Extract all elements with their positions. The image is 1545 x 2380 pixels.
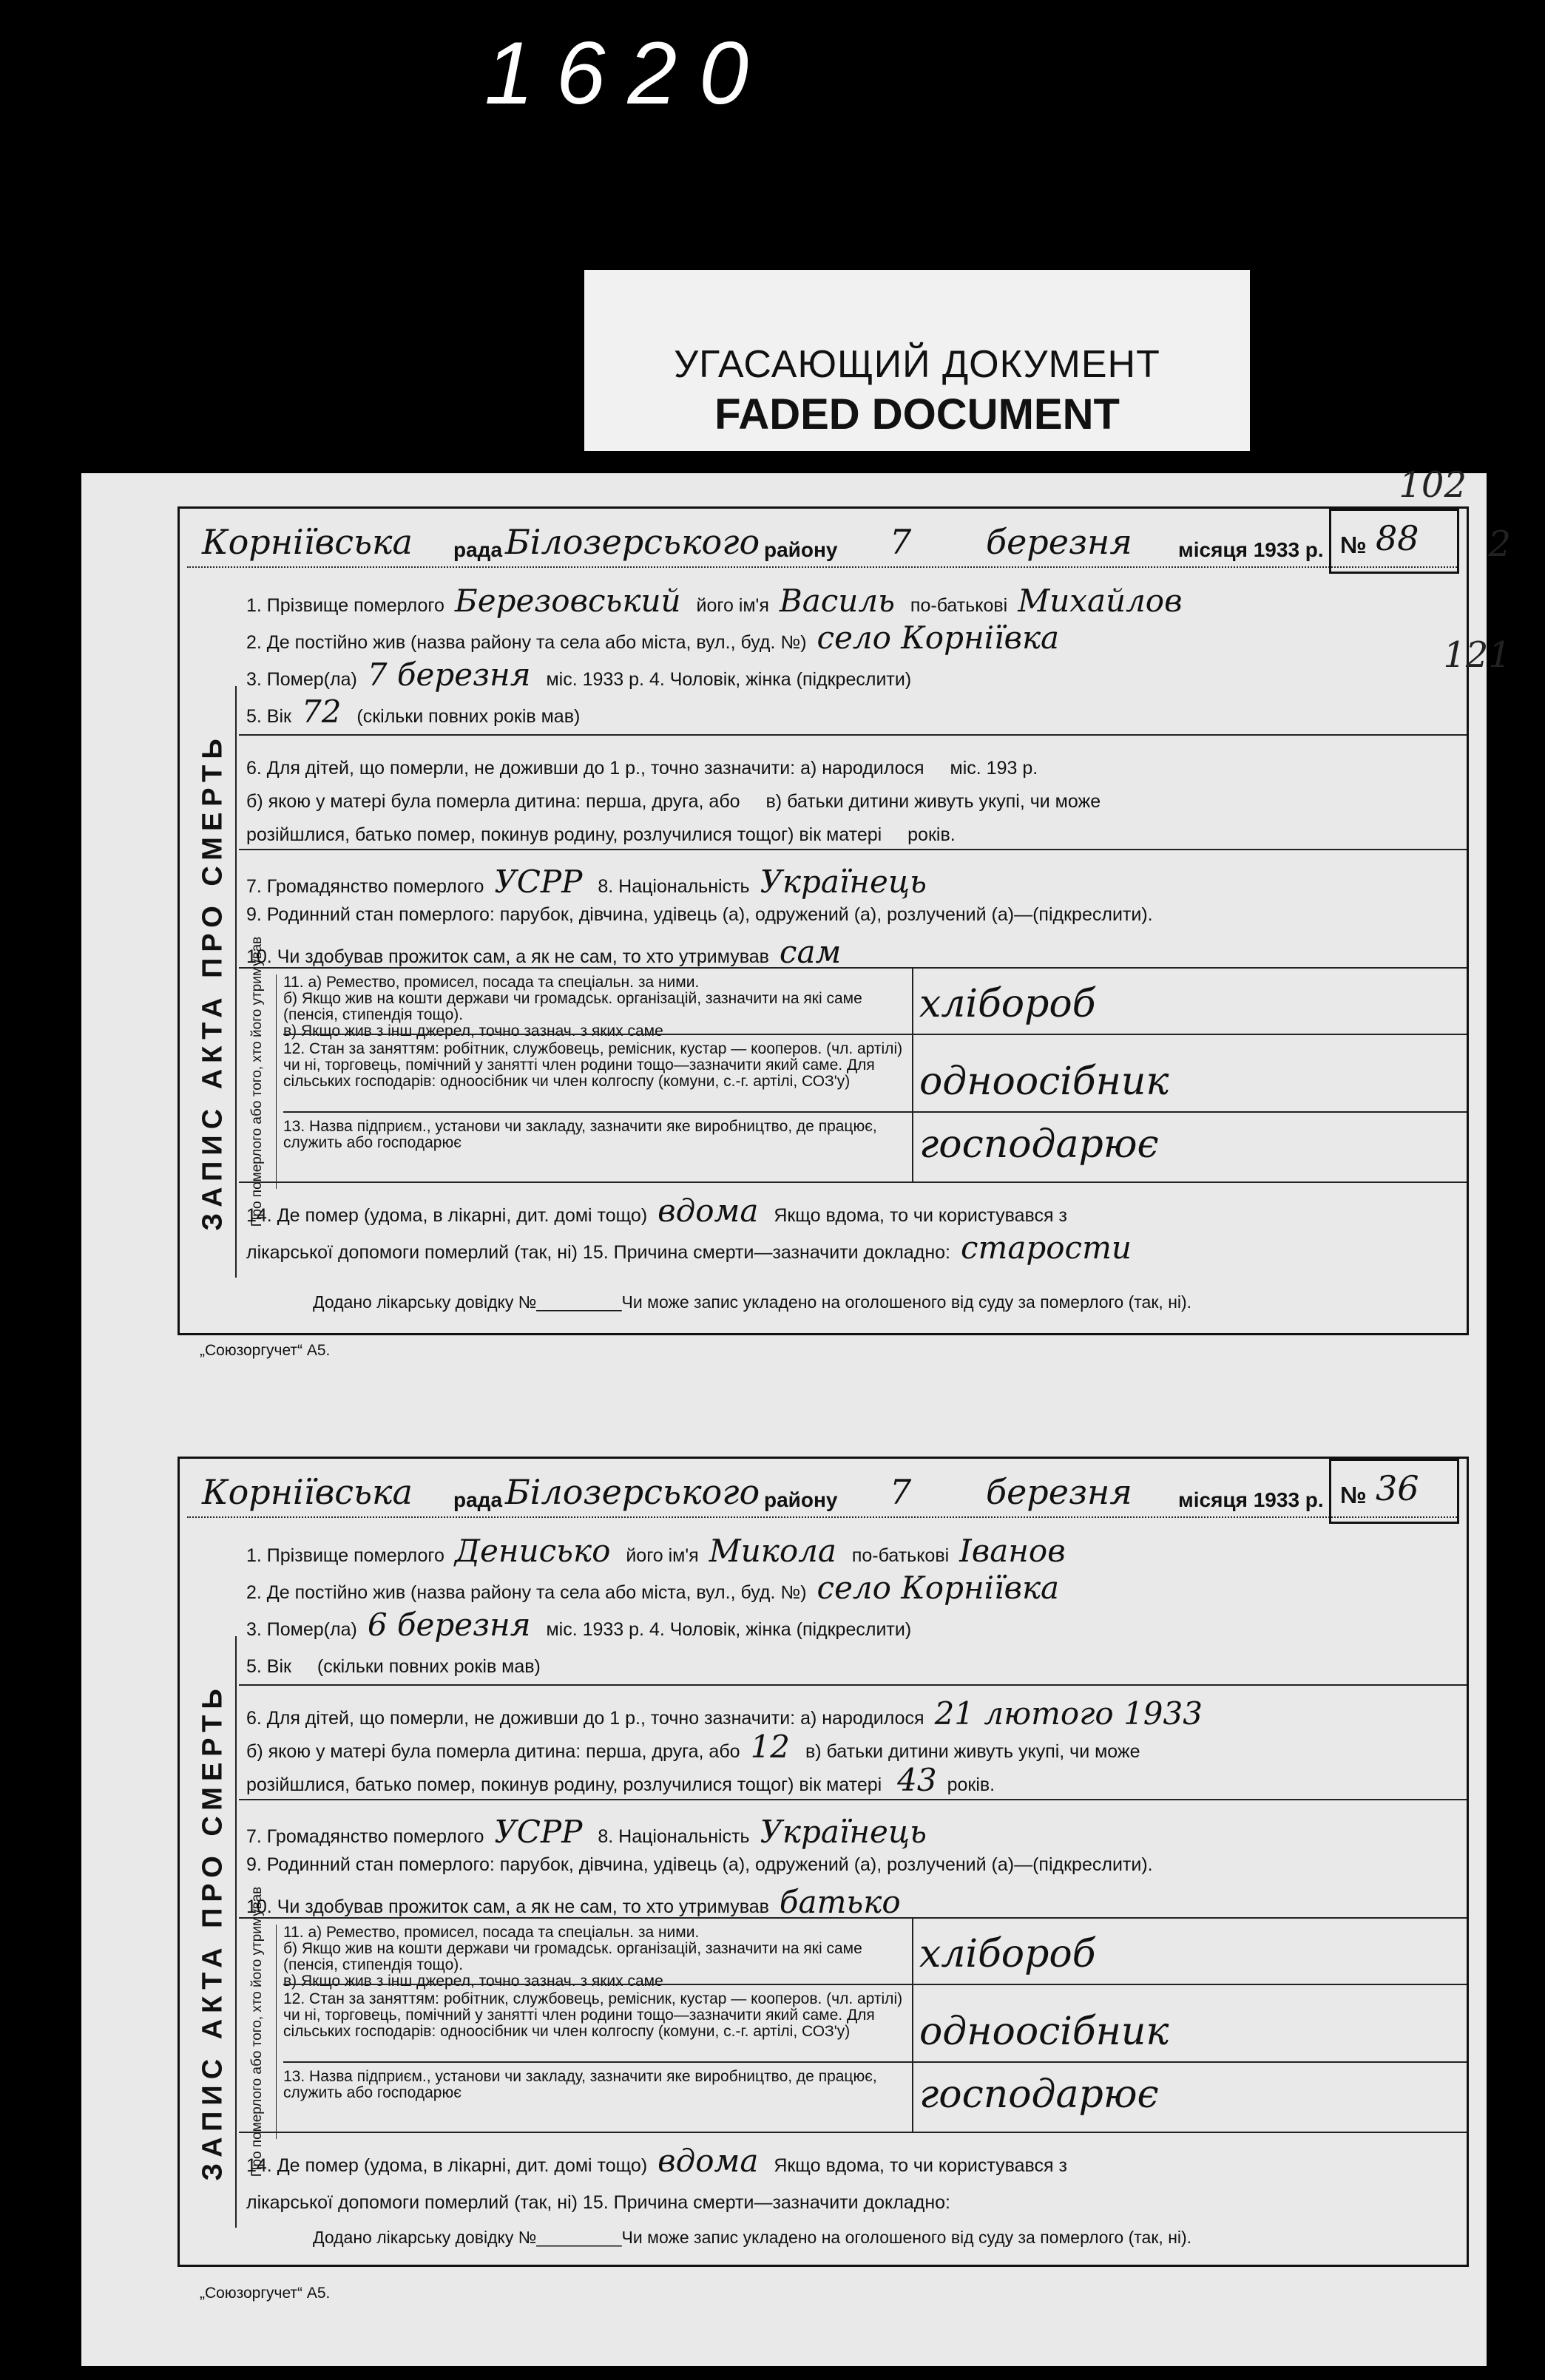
patronymic: Михайлов [1018, 583, 1183, 619]
residence: село Корніївка [817, 1570, 1060, 1606]
day-value: 7 [890, 522, 912, 562]
label-english: FADED DOCUMENT [714, 390, 1120, 438]
nationality: Українець [760, 864, 927, 900]
child-order: 12 [750, 1729, 791, 1765]
q7-row: 7. Громадянство померлого УСРР 8. Національність Українець [246, 1814, 927, 1850]
q15-row: лікарської допомоги померлий (так, ні) 15. Причина смерти—зазначити докладно: старости [246, 1230, 1132, 1266]
q3-row: 3. Помер(ла) 6 березня міс. 1933 р. 4. Чоловік, жінка (підкреслити) [246, 1607, 912, 1643]
month-label: місяця 1933 р. [1178, 538, 1324, 561]
name: Василь [779, 583, 895, 619]
q11-text: 11. а) Ремество, промисел, посада та спеціальн. за ними. б) Якщо жив на кошти держави чи громадськ. організацій, зазначити на які саме (пенсія, стипендія тощо). в) Якщо жив з інш джерел, точно зазнач. з яких саме [283, 1924, 862, 1990]
q12-text: 12. Стан за заняттям: робітник, службовець, ремісник, кустар — кооперов. (чл. артілі) чи ні, торговець, помічний у занятті член родини тощо—зазначити який саме. Для сільських господарів: одноосібник чи член колгоспу (комуни, с.-г. артілі, СОЗ'у) [283, 1040, 903, 1090]
q13-text: 13. Назва підприєм., установи чи закладу, зазначити яке виробництво, де працює, служить або господарює [283, 2068, 877, 2101]
nationality: Українець [760, 1814, 927, 1850]
footer-note: Додано лікарську довідку №_________Чи може запис укладено на оголошеного від суду за померлого (так, ні). [313, 1292, 1192, 1312]
citizenship: УСРР [494, 1814, 583, 1850]
residence: село Корніївка [817, 620, 1060, 656]
death-record-form-2 [178, 1457, 1469, 2267]
q3-row: 3. Помер(ла) 7 березня міс. 1933 р. 4. Чоловік, жінка (підкреслити) [246, 657, 912, 693]
label-russian: УГАСАЮЩИЙ ДОКУМЕНТ [674, 343, 1160, 386]
q15-row: лікарської допомоги померлий (так, ні) 15. Причина смерти—зазначити докладно: [246, 2192, 950, 2213]
q5-row: 5. Вік 72 (скільки повних років мав) [246, 694, 581, 730]
q11-text: 11. а) Ремество, промисел, посада та спеціальн. за ними. б) Якщо жив на кошти держави чи громадськ. організацій, зазначити на які саме (пенсія, стипендія тощо). в) Якщо жив з інш джерел, точно зазнач. з яких саме [283, 974, 862, 1040]
q13-text: 13. Назва підприєм., установи чи закладу, зазначити яке виробництво, де працює, служить або господарює [283, 1118, 877, 1151]
q1-row: 1. Прізвище померлого Денисько його ім'я Микола по-батькові Іванов [246, 1533, 1066, 1569]
form-subvertical-label: Про померлого або того, хто його утримував [239, 974, 277, 1189]
record-number-box [1329, 509, 1459, 574]
archive-page [81, 464, 1511, 2366]
record-number-box [1329, 1459, 1459, 1524]
q7-row: 7. Громадянство померлого УСРР 8. Національність Українець [246, 864, 927, 900]
q6c-row: розійшлися, батько помер, покинув родину, розлучилися тощог) вік матері років. [246, 824, 956, 845]
record-number: 88 [1376, 518, 1419, 558]
q9-row: 9. Родинний стан померлого: парубок, дівчина, удівець (а), одружений (а), розлучений (а)—(підкреслити). [246, 904, 1153, 925]
q5-row: 5. Вік (скільки повних років мав) [246, 1656, 541, 1677]
form-vertical-title: ЗАПИС АКТА ПРО СМЕРТЬ [191, 1636, 237, 2228]
q6a-row: 6. Для дітей, що померли, не доживши до 1 р., точно зазначити: а) народилося міс. 193 р. [246, 758, 1038, 779]
q2-row: 2. Де постійно жив (назва району та села або міста, вул., буд. №) село Корніївка [246, 620, 1060, 656]
place-of-death: вдома [657, 2143, 759, 2179]
q10-row: 10. Чи здобував прожиток сам, а як не сам, то хто утримував батько [246, 1884, 901, 1920]
date-of-death: 7 березня [367, 657, 531, 693]
number-label: № [1340, 1482, 1367, 1508]
supported-by: сам [779, 934, 842, 970]
date-of-death: 6 березня [367, 1607, 531, 1643]
raion-label: району [764, 1488, 838, 1511]
month-value: березня [986, 522, 1132, 562]
rada-label: рада [453, 538, 503, 561]
form-header [187, 1472, 1459, 1518]
rada-value: Корніївська [202, 1472, 413, 1512]
record-number: 36 [1376, 1468, 1419, 1508]
q2-row: 2. Де постійно жив (назва району та села або міста, вул., буд. №) село Корніївка [246, 1570, 1060, 1606]
number-label: № [1340, 532, 1367, 558]
occupation: хлібороб [919, 982, 1096, 1026]
month-label: місяця 1933 р. [1178, 1488, 1324, 1511]
surname: Березовський [454, 583, 681, 619]
footer-note: Додано лікарську довідку №_________Чи може запис укладено на оголошеного від суду за померлого (так, ні). [313, 2228, 1192, 2247]
raion-value: Білозерського [505, 1472, 760, 1512]
patronymic: Іванов [959, 1533, 1066, 1569]
q9-row: 9. Родинний стан померлого: парубок, дівчина, удівець (а), одружений (а), розлучений (а)—(підкреслити). [246, 1854, 1153, 1875]
age: 72 [301, 694, 342, 730]
status: одноосібник [919, 1060, 1169, 1104]
q14-row: 14. Де помер (удома, в лікарні, дит. домі тощо) вдома Якщо вдома, то чи користувався з [246, 2143, 1067, 2179]
day-value: 7 [890, 1472, 912, 1512]
margin-mark-lower: 121 [1443, 634, 1511, 676]
workplace: господарює [919, 2072, 1159, 2117]
publisher-mark-1: „Союзоргучет“ А5. [200, 1342, 331, 1359]
margin-mark-top: 102 [1399, 464, 1467, 506]
place-of-death: вдома [657, 1193, 759, 1229]
status: одноосібник [919, 2010, 1169, 2054]
death-record-form-1 [178, 464, 1511, 1335]
form-vertical-title: ЗАПИС АКТА ПРО СМЕРТЬ [191, 686, 237, 1278]
month-value: березня [986, 1472, 1132, 1512]
raion-value: Білозерського [505, 522, 760, 562]
q6b-row: б) якою у матері була померла дитина: перша, друга, або 12 в) батьки дитини живуть укупі, чи може [246, 1729, 1140, 1765]
surname: Денисько [454, 1533, 611, 1569]
mother-age: 43 [897, 1762, 937, 1798]
margin-mark-side: 2 [1488, 523, 1511, 565]
supported-by: батько [779, 1884, 901, 1920]
q12-text: 12. Стан за заняттям: робітник, службовець, ремісник, кустар — кооперов. (чл. артілі) чи ні, торговець, помічний у занятті член родини тощо—зазначити який саме. Для сільських господарів: одноосібник чи член колгоспу (комуни, с.-г. артілі, СОЗ'у) [283, 1990, 903, 2040]
q6a-row: 6. Для дітей, що померли, не доживши до 1 р., точно зазначити: а) народилося 21 лютого 1933 [246, 1695, 1203, 1732]
publisher-mark-2: „Союзоргучет“ А5. [200, 2285, 331, 2302]
citizenship: УСРР [494, 864, 583, 900]
q1-row: 1. Прізвище померлого Березовський його ім'я Василь по-батькові Михайлов [246, 583, 1183, 619]
name: Микола [709, 1533, 836, 1569]
faded-document-label [584, 270, 1250, 451]
rada-value: Корніївська [202, 522, 413, 562]
occupation: хлібороб [919, 1932, 1096, 1976]
film-frame-number: 1620 [484, 24, 771, 123]
birth-date: 21 лютого 1933 [934, 1695, 1203, 1732]
q10-row: 10. Чи здобував прожиток сам, а як не сам, то хто утримував сам [246, 934, 842, 970]
form-subvertical-label: Про померлого або того, хто його утримував [239, 1925, 277, 2139]
cause-of-death: старости [960, 1230, 1132, 1266]
q6b-row: б) якою у матері була померла дитина: перша, друга, або в) батьки дитини живуть укупі, чи може [246, 791, 1101, 812]
workplace: господарює [919, 1122, 1159, 1167]
q14-row: 14. Де помер (удома, в лікарні, дит. домі тощо) вдома Якщо вдома, то чи користувався з [246, 1193, 1067, 1229]
rada-label: рада [453, 1488, 503, 1511]
raion-label: району [764, 538, 838, 561]
q6c-row: розійшлися, батько помер, покинув родину, розлучилися тощог) вік матері 43 років. [246, 1762, 995, 1798]
form-header [187, 522, 1459, 568]
